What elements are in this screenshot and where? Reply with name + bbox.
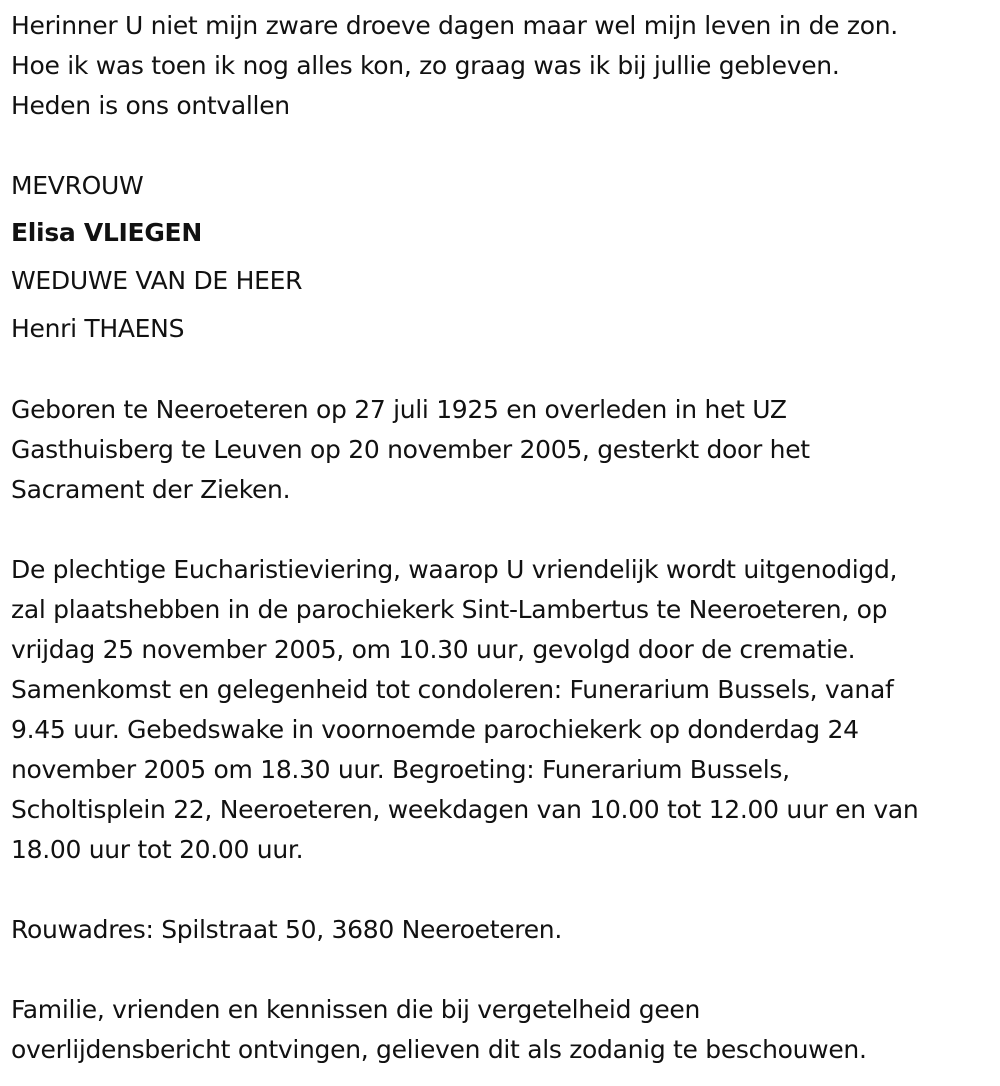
honorific-title: MEVROUW <box>11 171 144 200</box>
intro-line-2: Hoe ik was toen ik nog alles kon, zo graag was ik bij jullie gebleven. <box>11 51 840 80</box>
ceremony-line-3: vrijdag 25 november 2005, om 10.30 uur, gevolgd door de crematie. <box>11 635 856 664</box>
ceremony-line-8: 18.00 uur tot 20.00 uur. <box>11 835 304 864</box>
birth-death-line-3: Sacrament der Zieken. <box>11 475 291 504</box>
relation-text: WEDUWE VAN DE HEER <box>11 266 303 295</box>
ceremony-line-5: 9.45 uur. Gebedswake in voornoemde parochiekerk op donderdag 24 <box>11 715 859 744</box>
closing-line-2: overlijdensbericht ontvingen, gelieven dit als zodanig te beschouwen. <box>11 1035 867 1064</box>
deceased-name: Elisa VLIEGEN <box>11 218 202 247</box>
closing-line-1: Familie, vrienden en kennissen die bij vergetelheid geen <box>11 995 701 1024</box>
spouse-name: Henri THAENS <box>11 314 185 343</box>
ceremony-line-6: november 2005 om 18.30 uur. Begroeting: Funerarium Bussels, <box>11 755 790 784</box>
ceremony-line-7: Scholtisplein 22, Neeroeteren, weekdagen van 10.00 tot 12.00 uur en van <box>11 795 919 824</box>
intro-line-1: Herinner U niet mijn zware droeve dagen maar wel mijn leven in de zon. <box>11 11 898 40</box>
ceremony-line-2: zal plaatshebben in de parochiekerk Sint-Lambertus te Neeroeteren, op <box>11 595 888 624</box>
ceremony-line-4: Samenkomst en gelegenheid tot condoleren: Funerarium Bussels, vanaf <box>11 675 894 704</box>
birth-death-line-1: Geboren te Neeroeteren op 27 juli 1925 en overleden in het UZ <box>11 395 787 424</box>
birth-death-line-2: Gasthuisberg te Leuven op 20 november 2005, gesterkt door het <box>11 435 810 464</box>
intro-line-3: Heden is ons ontvallen <box>11 91 290 120</box>
mourning-address: Rouwadres: Spilstraat 50, 3680 Neeroeteren. <box>11 915 562 944</box>
ceremony-line-1: De plechtige Eucharistieviering, waarop U vriendelijk wordt uitgenodigd, <box>11 555 898 584</box>
